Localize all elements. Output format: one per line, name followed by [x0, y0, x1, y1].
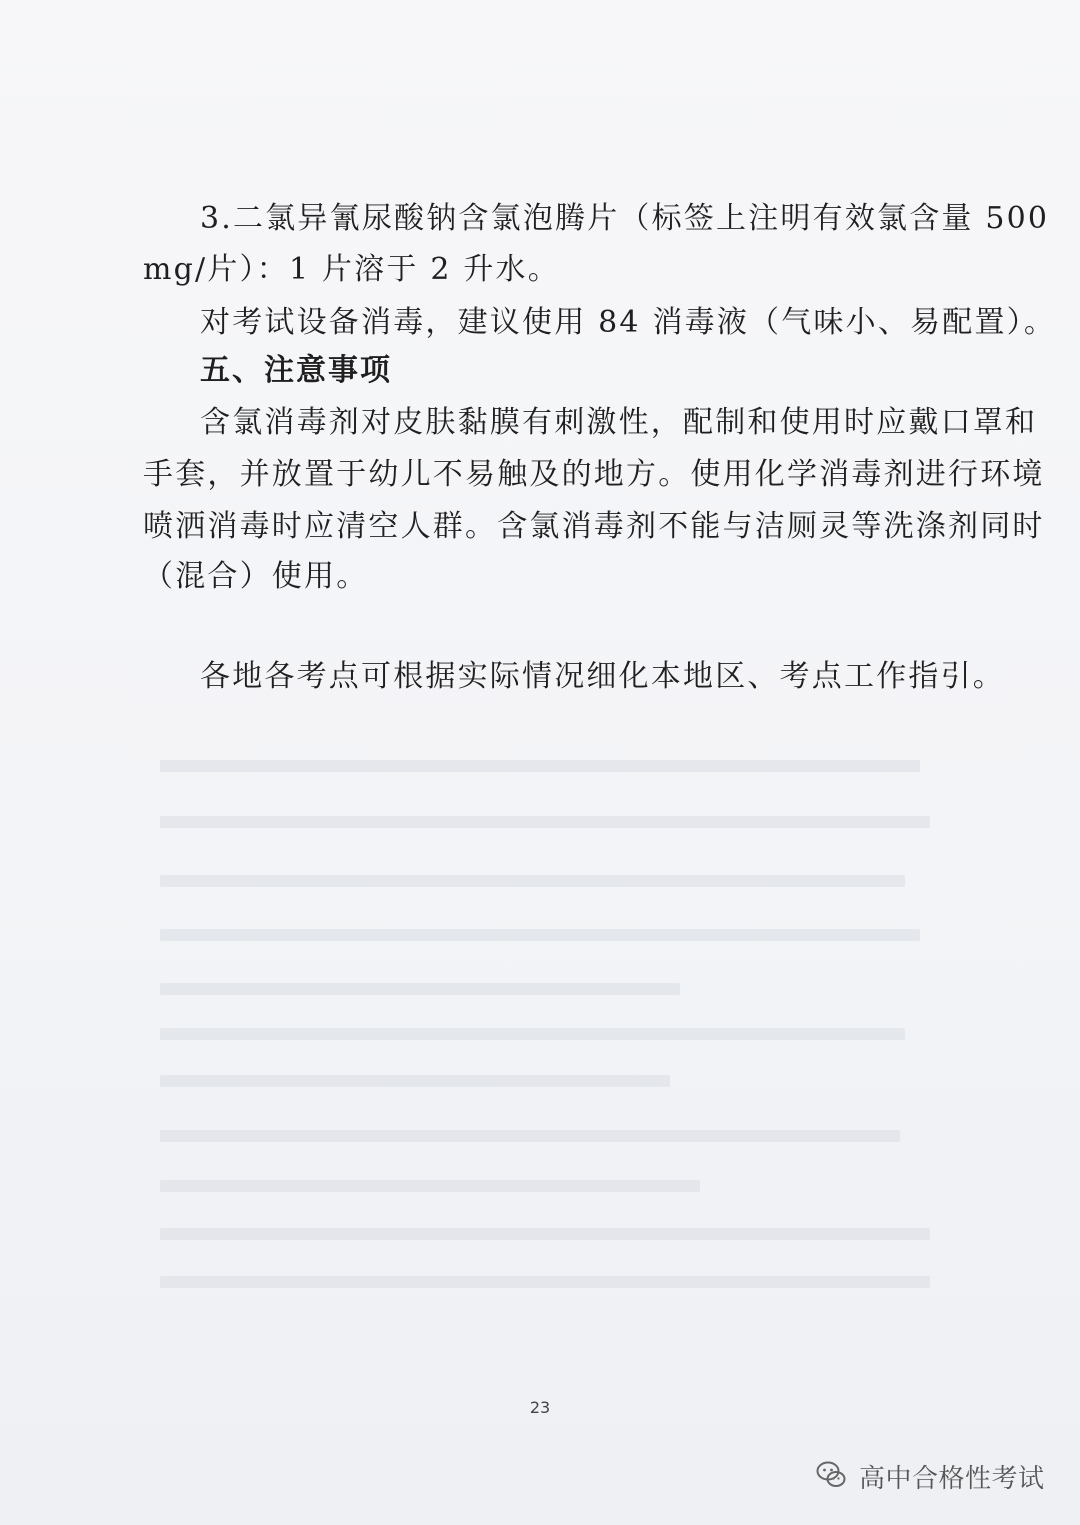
footer-note: 各地各考点可根据实际情况细化本地区、考点工作指引。: [200, 659, 1005, 694]
body-line: 对考试设备消毒，建议使用 84 消毒液（气味小、易配置）。: [200, 305, 1057, 340]
wechat-icon: [815, 1459, 849, 1493]
page-number: 23: [529, 1398, 551, 1417]
body-line: （混合）使用。: [143, 559, 369, 594]
watermark: [815, 1452, 1065, 1500]
watermark-text: 高中合格性考试: [859, 1463, 1045, 1494]
body-line: 3.二氯异氰尿酸钠含氯泡腾片（标签上注明有效氯含量 500: [200, 201, 1050, 236]
body-line: mg/片）：1 片溶于 2 升水。: [143, 252, 560, 287]
section-heading: 五、注意事项: [200, 353, 392, 388]
body-line: 含氯消毒剂对皮肤黏膜有刺激性，配制和使用时应戴口罩和: [200, 405, 1038, 440]
body-line: 手套，并放置于幼儿不易触及的地方。使用化学消毒剂进行环境: [143, 457, 1045, 492]
body-line: 喷洒消毒时应清空人群。含氯消毒剂不能与洁厕灵等洗涤剂同时: [143, 509, 1045, 544]
